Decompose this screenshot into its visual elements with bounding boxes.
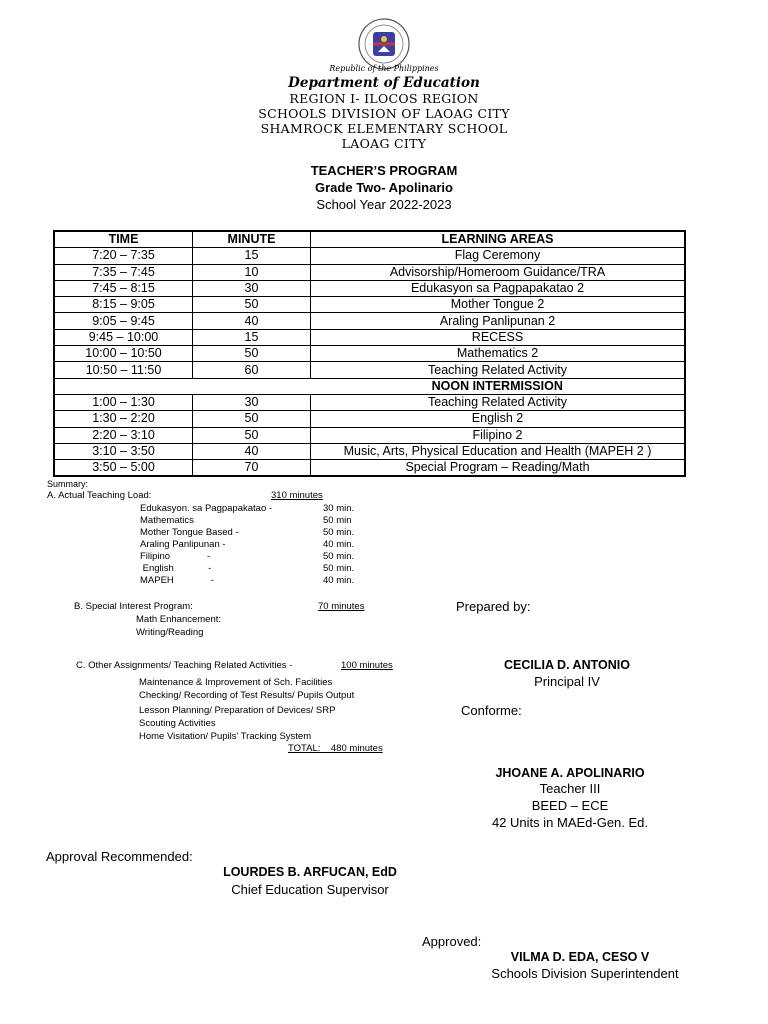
- summary-a-item: Mother Tongue Based -: [140, 527, 239, 538]
- area-cell: Mother Tongue 2: [311, 297, 686, 313]
- summary-c-item: Home Visitation/ Pupils’ Tracking System: [139, 731, 312, 742]
- time-cell: 10:50 – 11:50: [54, 362, 193, 378]
- time-cell: 8:15 – 9:05: [54, 297, 193, 313]
- area-cell: Flag Ceremony: [311, 248, 686, 264]
- summary-a-label: A. Actual Teaching Load:: [47, 490, 152, 501]
- minute-cell: 70: [193, 460, 311, 477]
- supervisor-name: LOURDES B. ARFUCAN, EdD: [223, 865, 397, 879]
- summary-a-item: MAPEH -: [140, 575, 214, 586]
- header-time: TIME: [54, 231, 193, 248]
- sds-title: Schools Division Superintendent: [491, 966, 679, 981]
- approved-label: Approved:: [422, 934, 482, 949]
- summary-c-label: C. Other Assignments/ Teaching Related Activities -: [76, 660, 293, 671]
- summary-a-value: 50 min.: [323, 527, 355, 538]
- minute-cell: 40: [193, 313, 311, 329]
- sds-name: VILMA D. EDA, CESO V: [510, 950, 650, 964]
- division-line: SCHOOLS DIVISION OF LAOAG CITY: [258, 106, 510, 121]
- minute-cell: 15: [193, 248, 311, 264]
- summary-a-value: 50 min.: [323, 563, 355, 574]
- summary-label: Summary:: [47, 479, 89, 489]
- time-cell: 2:20 – 3:10: [54, 427, 193, 443]
- summary-b-item: Math Enhancement:: [136, 614, 222, 625]
- minute-cell: 50: [193, 411, 311, 427]
- header-minute: MINUTE: [193, 231, 311, 248]
- deped-seal-icon: [358, 18, 410, 70]
- table-row: [54, 280, 685, 296]
- minute-cell: 50: [193, 427, 311, 443]
- summary-b-total: 70 minutes: [318, 601, 365, 612]
- city-line: LAOAG CITY: [341, 136, 427, 151]
- republic-label: Republic of the Philippines: [329, 64, 439, 73]
- table-row: [54, 346, 685, 362]
- header-learning-areas: LEARNING AREAS: [311, 231, 686, 248]
- minute-cell: 60: [193, 362, 311, 378]
- time-cell: 3:50 – 5:00: [54, 460, 193, 477]
- area-cell: Edukasyon sa Pagpapakatao 2: [311, 280, 686, 296]
- summary-a-value: 50 min: [323, 515, 352, 526]
- minute-cell: 30: [193, 394, 311, 410]
- summary-a-item: Filipino -: [140, 551, 211, 562]
- table-row: [54, 460, 685, 477]
- summary-c-total: 100 minutes: [341, 660, 393, 671]
- minute-cell: 50: [193, 346, 311, 362]
- area-cell: Teaching Related Activity: [311, 362, 686, 378]
- time-cell: 1:00 – 1:30: [54, 394, 193, 410]
- summary-c-item: Scouting Activities: [139, 718, 216, 729]
- grade-title: Grade Two- Apolinario: [315, 180, 453, 195]
- table-header-row: [54, 231, 685, 248]
- area-cell: Filipino 2: [311, 427, 686, 443]
- minute-cell: 40: [193, 443, 311, 459]
- time-cell: 7:45 – 8:15: [54, 280, 193, 296]
- prepared-by-label: Prepared by:: [456, 599, 531, 614]
- principal-title: Principal IV: [534, 674, 600, 689]
- teacher-degree: BEED – ECE: [531, 798, 609, 813]
- summary-a-item: Mathematics: [140, 515, 194, 526]
- summary-c-item: Lesson Planning/ Preparation of Devices/ SRP: [139, 705, 336, 716]
- intermission-label: NOON INTERMISSION: [311, 378, 686, 394]
- school-year: School Year 2022-2023: [316, 197, 452, 212]
- teacher-name: JHOANE A. APOLINARIO: [495, 766, 645, 780]
- summary-a-value: 50 min.: [323, 551, 355, 562]
- time-cell: 10:00 – 10:50: [54, 346, 193, 362]
- summary-b-label: B. Special Interest Program:: [74, 601, 193, 612]
- program-title: TEACHER’S PROGRAM: [310, 163, 458, 178]
- summary-a-item: Araling Panlipunan -: [140, 539, 226, 550]
- department-name: Department of Education: [288, 75, 480, 91]
- summary-a-total: 310 minutes: [271, 490, 323, 501]
- summary-a-item: Edukasyon. sa Pagpapakatao -: [140, 503, 273, 514]
- area-cell: Araling Panlipunan 2: [311, 313, 686, 329]
- table-row: [54, 411, 685, 427]
- time-cell: 1:30 – 2:20: [54, 411, 193, 427]
- schedule-table: [53, 230, 686, 477]
- time-cell: 3:10 – 3:50: [54, 443, 193, 459]
- table-row: [54, 362, 685, 378]
- approval-recommended-label: Approval Recommended:: [46, 849, 193, 864]
- area-cell: Advisorship/Homeroom Guidance/TRA: [311, 264, 686, 280]
- table-row: [54, 443, 685, 459]
- area-cell: RECESS: [311, 329, 686, 345]
- table-row: [54, 264, 685, 280]
- time-cell: 7:35 – 7:45: [54, 264, 193, 280]
- table-row: [54, 248, 685, 264]
- summary-c-item: Checking/ Recording of Test Results/ Pupils Output: [139, 690, 355, 701]
- minute-cell: 10: [193, 264, 311, 280]
- summary-a-value: 30 min.: [323, 503, 355, 514]
- intermission-row: [54, 378, 685, 394]
- time-cell: 9:45 – 10:00: [54, 329, 193, 345]
- summary-b-item: Writing/Reading: [136, 627, 204, 638]
- area-cell: Teaching Related Activity: [311, 394, 686, 410]
- table-row: [54, 313, 685, 329]
- summary-grand-total: TOTAL: 480 minutes: [288, 743, 383, 754]
- region-line: REGION I- ILOCOS REGION: [289, 91, 479, 106]
- summary-a-item: English -: [140, 563, 212, 574]
- summary-a-value: 40 min.: [323, 539, 355, 550]
- area-cell: Mathematics 2: [311, 346, 686, 362]
- school-line: SHAMROCK ELEMENTARY SCHOOL: [260, 121, 508, 136]
- time-cell: 9:05 – 9:45: [54, 313, 193, 329]
- teacher-title: Teacher III: [539, 781, 601, 796]
- table-row: [54, 394, 685, 410]
- minute-cell: 50: [193, 297, 311, 313]
- teacher-units: 42 Units in MAEd-Gen. Ed.: [491, 815, 649, 830]
- conforme-label: Conforme:: [461, 703, 522, 718]
- area-cell: Special Program – Reading/Math: [311, 460, 686, 477]
- area-cell: Music, Arts, Physical Education and Health (MAPEH 2 ): [311, 443, 686, 459]
- table-row: [54, 427, 685, 443]
- summary-c-item: Maintenance & Improvement of Sch. Facilities: [139, 677, 333, 688]
- table-row: [54, 297, 685, 313]
- area-cell: English 2: [311, 411, 686, 427]
- summary-a-value: 40 min.: [323, 575, 355, 586]
- supervisor-title: Chief Education Supervisor: [231, 882, 389, 897]
- principal-name: CECILIA D. ANTONIO: [504, 658, 630, 672]
- table-row: [54, 329, 685, 345]
- time-cell: 7:20 – 7:35: [54, 248, 193, 264]
- minute-cell: 30: [193, 280, 311, 296]
- minute-cell: 15: [193, 329, 311, 345]
